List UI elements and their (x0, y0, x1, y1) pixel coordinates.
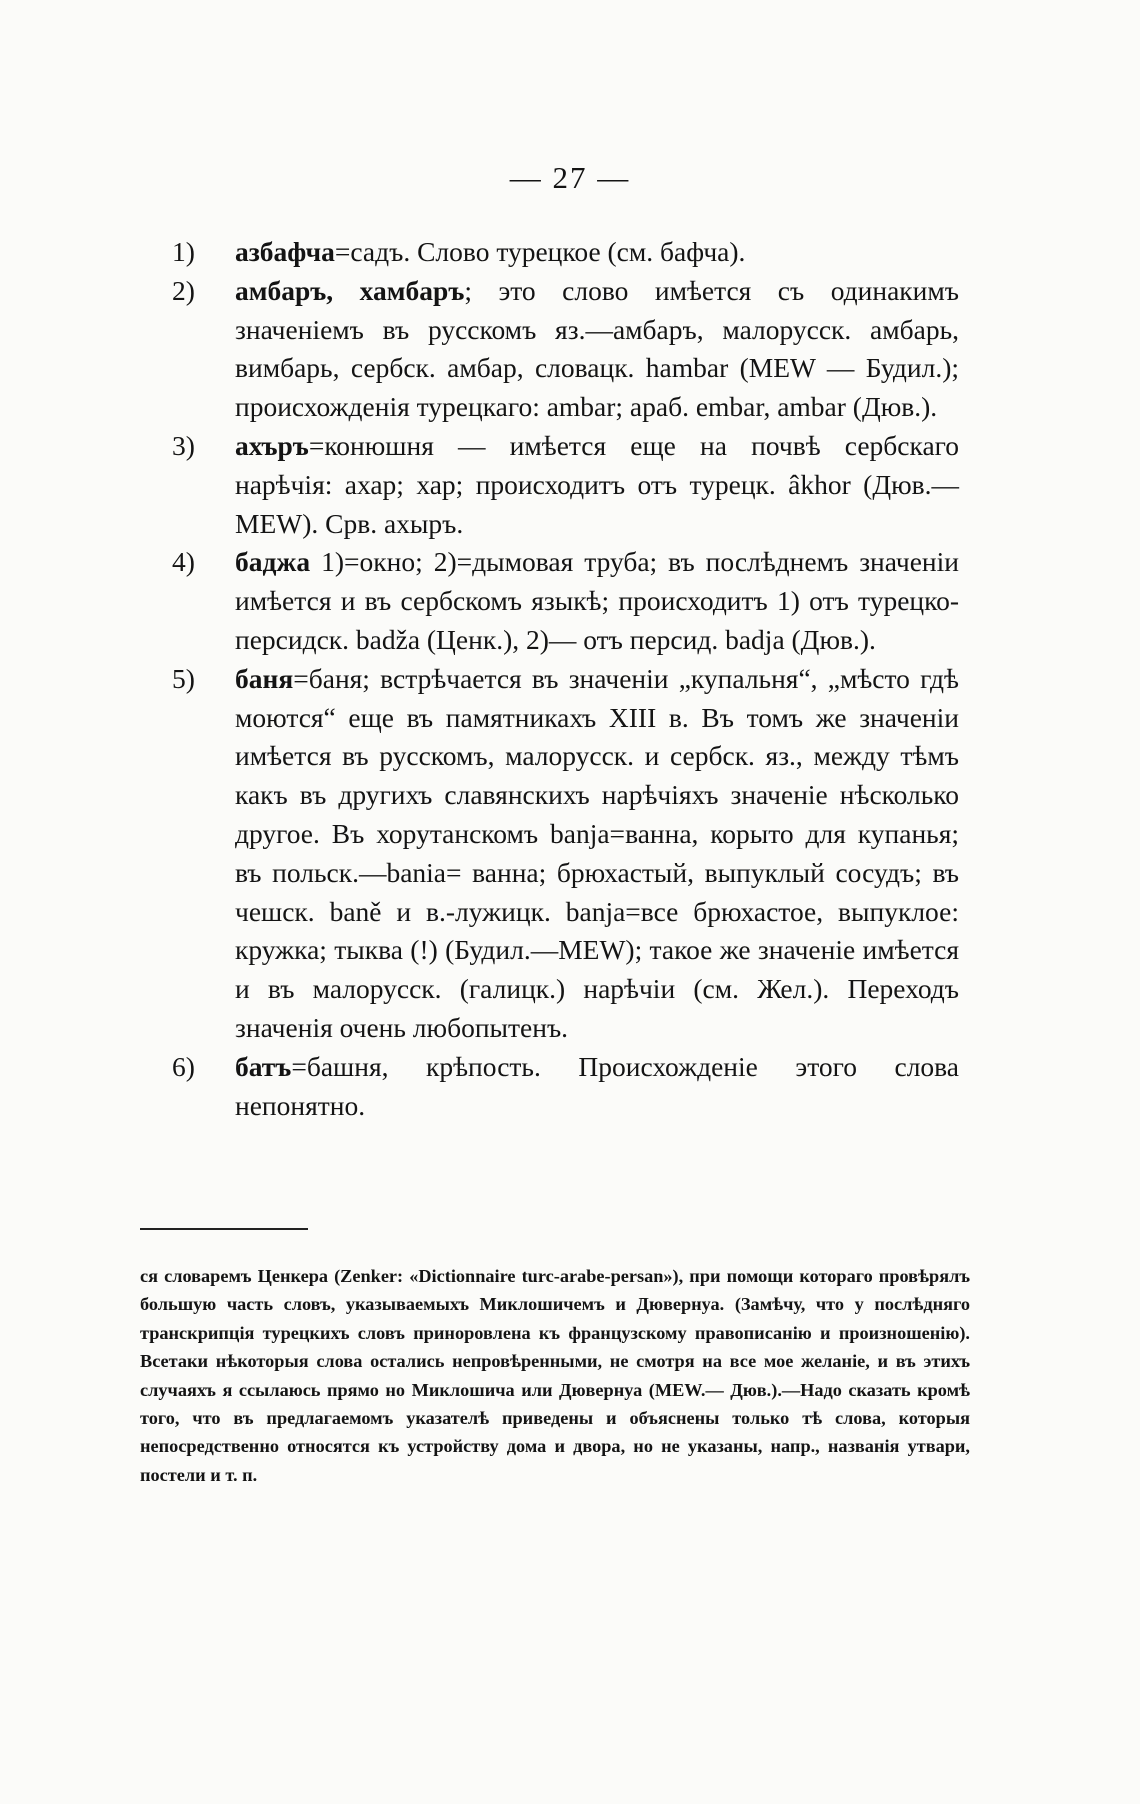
footnote-divider (140, 1228, 308, 1230)
entry-number: 4) (172, 546, 195, 578)
page-number: — 27 — (509, 160, 631, 195)
entry-number: 6) (172, 1050, 195, 1082)
footnote-text: ся словаремъ Ценкера (Zenker: «Dictionnaire turc-arabe-persan»), при помощи котораго провѣрялъ большую часть словъ, указываемыхъ Миклошичемъ и Дювернуа. (Замѣчу, что у послѣдняго транскрипція турецкихъ словъ приноровлена къ французскому правописанію и произношенію). Всетаки нѣкоторыя слова остались непровѣренными, не смотря на все мое желаніе, и въ этихъ случаяхъ я ссылаюсь прямо но Миклошича или Дювернуа (MEW.— Дюв.).—Надо сказать кромѣ того, что въ предлагаемомъ указателѣ приведены и объяснены только тѣ слова, которыя непосредственно относятся къ устройству дома и двора, но не указаны, напр., названія утвари, постели и т. п. (140, 1266, 970, 1485)
entry-text: =садъ. Слово турецкое (см. бафча). (334, 236, 746, 267)
entry-2 (172, 272, 959, 427)
entry-headword: азбафча (235, 236, 335, 267)
entry-headword: баня (235, 662, 294, 694)
entry-6 (172, 1048, 959, 1126)
entry-number: 2) (172, 274, 195, 306)
entry-5 (172, 660, 959, 1048)
entry-number: 5) (172, 662, 195, 694)
entry-text: =баня; встрѣчается въ значеніи „купальня“, „мѣсто гдѣ моются“ еще въ памятникахъ XIII в. Въ томъ же значеніи имѣется въ русскомъ, малорусск. и сербск. яз., между тѣмъ какъ въ другихъ славянскихъ нарѣчіяхъ значеніе нѣсколько другое. Въ хорутанскомъ banja=ванна, корыто для купанья; въ польск.—bania= ванна; брюхастый, выпуклый сосудъ; въ чешск. baně и в.-лужицк. banja=все брюхастое, выпуклое: кружка; тыква (!) (Будил.—MEW); такое же значеніе имѣется и въ малорусск. (галицк.) нарѣчіи (см. Жел.). Переходъ значенія очень любопытенъ. (235, 662, 959, 1043)
entry-1 (172, 233, 959, 272)
entry-text: ; это слово имѣется съ одинакимъ значеніемъ въ русскомъ яз.—амбаръ, малорусск. амбарь, вимбарь, сербск. амбар, словацк. hambar (MEW — Будил.); происхожденія турецкаго: ambar; араб. embar, ambar (Дюв.). (235, 274, 959, 423)
entry-headword: батъ (235, 1050, 292, 1082)
entry-text: =башня, крѣпость. Происхожденіе этого слова непонятно. (235, 1050, 959, 1121)
entry-3 (172, 427, 959, 543)
entry-list (172, 233, 959, 1125)
entry-number: 3) (172, 429, 195, 461)
entry-headword: баджа (235, 546, 311, 578)
entry-headword: амбаръ, хамбаръ (235, 274, 465, 306)
entry-4 (172, 543, 959, 659)
entry-text: 1)=окно; 2)=дымовая труба; въ послѣднемъ значеніи имѣется и въ сербскомъ языкѣ; происходитъ 1) отъ турецко-персидск. badža (Ценк.), 2)— отъ персид. badja (Дюв.). (235, 546, 959, 655)
entry-number: 1) (172, 236, 195, 267)
entry-headword: ахъръ (235, 429, 309, 461)
entry-text: =конюшня — имѣется еще на почвѣ сербскаго нарѣчія: ахар; хар; происходитъ отъ турецк. âkhor (Дюв.—MEW). Срв. ахыръ. (235, 429, 959, 539)
